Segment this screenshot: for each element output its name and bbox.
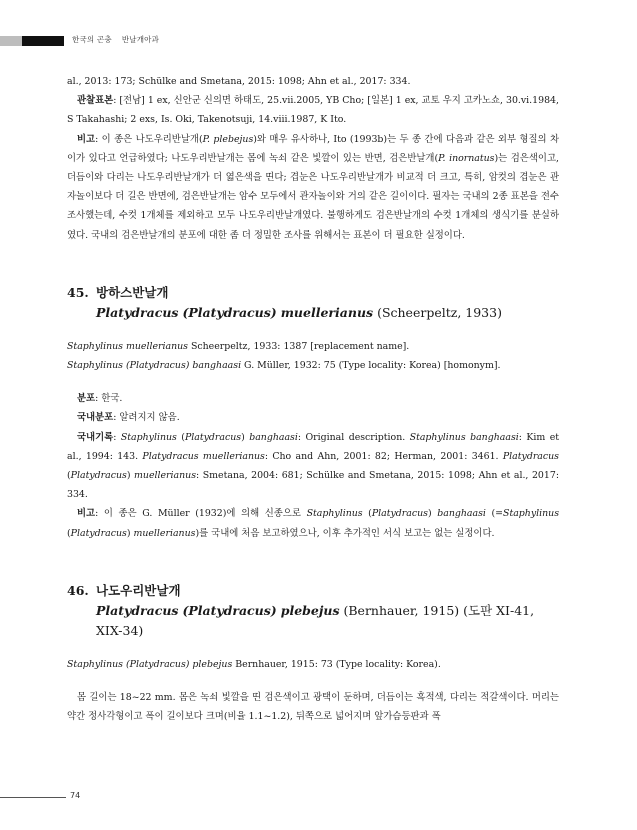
page-content xyxy=(67,72,559,726)
record-text: : Original description. xyxy=(297,431,410,443)
domestic-records-label: 국내기록 xyxy=(77,431,114,443)
remarks-text: )를 국내에 처음 보고하였으나, 이후 추가적인 서식 보고는 없는 실정이다. xyxy=(195,527,495,539)
remarks-text: : 이 종은 G. Müller (1932)에 의해 신종으로 xyxy=(95,508,307,520)
species-number: 45. xyxy=(67,284,89,300)
synonym-name: banghaasi xyxy=(192,360,242,372)
record-text: ) xyxy=(241,431,250,443)
record-text: ) xyxy=(126,470,135,482)
taxon-name: muellerianus xyxy=(133,527,196,539)
remarks-paragraph xyxy=(67,130,559,245)
species-korean-name: 나도우리반날개 xyxy=(96,582,181,598)
species-46-heading xyxy=(67,581,559,601)
running-header xyxy=(72,34,159,45)
synonym-name: Staphylinus xyxy=(67,658,123,670)
taxon-name: banghaasi xyxy=(249,431,298,443)
species-number: 46. xyxy=(67,582,89,598)
record-text: : Cho and Ahn, 2001: 82; Herman, 2001: 3461. xyxy=(264,450,503,462)
taxon-name: Staphylinus xyxy=(503,508,560,520)
examined-text: : [전남] 1 ex, 신안군 신의면 하태도, 25.vii.2005, YB Cho; [일본] 1 ex, 교토 우지 고카노쇼, 30.vi.1984, S Takahashi; 2 exs, Is. Oki, Takenotsuji, 14.viii.1987, K Ito. xyxy=(67,95,559,126)
taxon-name: Platydracus xyxy=(70,470,127,482)
distribution-text: : 한국. xyxy=(95,393,123,405)
species-name: P. inornatus xyxy=(438,152,495,164)
header-volume: 반날개아과 xyxy=(121,35,160,44)
synonym-name: plebejus xyxy=(192,658,233,670)
subgenus-name: (Platydracus) xyxy=(182,304,277,320)
examined-specimens xyxy=(67,91,559,129)
species-author: (Scheerpeltz, 1933) xyxy=(377,304,502,320)
genus-name: Platydracus xyxy=(96,602,179,618)
taxon-name: Platydracus xyxy=(70,527,127,539)
synonym-reference: G. Müller, 1932: 75 (Type locality: Korea) [homonym]. xyxy=(241,360,501,372)
domestic-distribution-text: : 알려지지 않음. xyxy=(113,412,180,424)
taxon-name: Staphylinus banghaasi xyxy=(409,431,519,443)
remarks-text: )는 검은색이고, 더듬이와 다리는 나도우리반날개가 더 엷은색을 띤다; 겹눈은 나도우리반날개가 비교적 더 크고, 특히, 암컷의 겹눈은 관자놀이보다 더 길은 반면에, 검은반날개는 암수 모두에서 관자놀이와 거의 같은 길이이다. 필자는 국내의 2종 표본을 전수 조사했는데, 수컷 1개체를 제외하고 모두 나도우리반날개였다. 불행하게도 검은반날개의 수컷 1개체의 생식기를 분실하였다. 국내의 검은반날개의 분포에 대한 좀 더 정밀한 조사를 위해서는 표본이 더 필요한 실정이다. xyxy=(67,152,559,241)
record-text: : Smetana, 2004: 681; Schülke and Smetana, 2015: 1098; Ahn et al., 2017: 334. xyxy=(67,470,559,501)
page-number: 74 xyxy=(70,791,81,800)
species-epithet: muellerianus xyxy=(280,304,374,320)
synonym-line xyxy=(67,337,559,356)
remarks-text: ) xyxy=(126,527,134,539)
taxon-name: muellerianus xyxy=(134,470,197,482)
species-45-scientific-name xyxy=(96,303,559,323)
remarks-text: ( xyxy=(362,508,372,520)
taxon-name: Platydracus xyxy=(371,508,428,520)
species-46-scientific-name xyxy=(96,601,559,641)
remarks-paragraph xyxy=(67,504,559,542)
remarks-text: (= xyxy=(485,508,504,520)
domestic-distribution xyxy=(67,408,559,427)
synonym-name: (Platydracus) xyxy=(125,360,190,372)
domestic-distribution-label: 국내분포 xyxy=(77,412,114,424)
genus-name: Platydracus xyxy=(96,304,179,320)
record-text: : xyxy=(113,431,121,443)
footer-rule xyxy=(0,797,66,798)
plate-reference: (도판 XI-41, XIX-34) xyxy=(96,602,535,638)
synonym-line xyxy=(67,655,559,674)
distribution xyxy=(67,389,559,408)
taxon-name: Platydracus xyxy=(184,431,242,443)
remarks-label: 비고 xyxy=(77,133,96,145)
record-text: ( xyxy=(67,470,71,482)
header-bar-dark xyxy=(22,36,64,46)
references-continued: al., 2013: 173; Schülke and Smetana, 2015: 1098; Ahn et al., 2017: 334. xyxy=(67,76,411,87)
synonym-name: (Platydracus) xyxy=(125,658,190,670)
species-epithet: plebejus xyxy=(280,602,340,618)
synonym-reference: Bernhauer, 1915: 73 (Type locality: Korea). xyxy=(232,658,441,670)
synonym-line xyxy=(67,356,559,375)
subgenus-name: (Platydracus) xyxy=(182,602,277,618)
examined-label: 관찰표본 xyxy=(77,95,114,107)
remarks-text: ( xyxy=(67,527,71,539)
synonym-name: Staphylinus xyxy=(67,360,123,372)
remarks-text: ) xyxy=(427,508,438,520)
record-text: ( xyxy=(176,431,185,443)
species-author: (Bernhauer, 1915) xyxy=(343,602,460,618)
synonym-reference: Scheerpeltz, 1933: 1387 [replacement name]. xyxy=(187,340,410,352)
taxon-name: banghaasi xyxy=(437,508,486,520)
header-bar-light xyxy=(0,36,22,46)
synonym-name: Staphylinus muellerianus xyxy=(67,340,188,352)
species-name: P. plebejus xyxy=(202,133,254,145)
remarks-text: )와 매우 유사하나, Ito (1993b)는 두 종 간에 다음과 같은 외부 형질의 차이가 있다고 언급하였다; 나도우리반날개는 몸에 녹쇠 같은 빛깔이 있는 반면, 검은반날개( xyxy=(67,133,560,164)
domestic-records xyxy=(67,428,559,505)
header-series: 한국의 곤충 xyxy=(72,35,112,44)
description-paragraph: 몸 길이는 18~22 mm. 몸은 녹쇠 빛깔을 띤 검은색이고 광택이 둔하며, 더듬이는 흑적색, 다리는 적갈색이다. 머리는 약간 정사각형이고 폭이 길이보다 크며(비율 1.1~1.2), 뒤쪽으로 넓어지며 앞가슴등판과 폭 xyxy=(67,692,559,723)
remarks-text: : 이 종은 나도우리반날개( xyxy=(95,133,203,145)
taxon-name: Staphylinus xyxy=(120,431,177,443)
taxon-name: Platydracus xyxy=(502,450,559,462)
distribution-label: 분포 xyxy=(77,393,96,405)
species-45-heading xyxy=(67,283,559,303)
species-korean-name: 방하스반날개 xyxy=(96,284,169,300)
taxon-name: Staphylinus xyxy=(306,508,363,520)
remarks-label: 비고 xyxy=(77,508,96,520)
record-text: : Kim et al., 1994: 143. xyxy=(67,431,560,462)
taxon-name: Platydracus muellerianus xyxy=(142,450,265,462)
